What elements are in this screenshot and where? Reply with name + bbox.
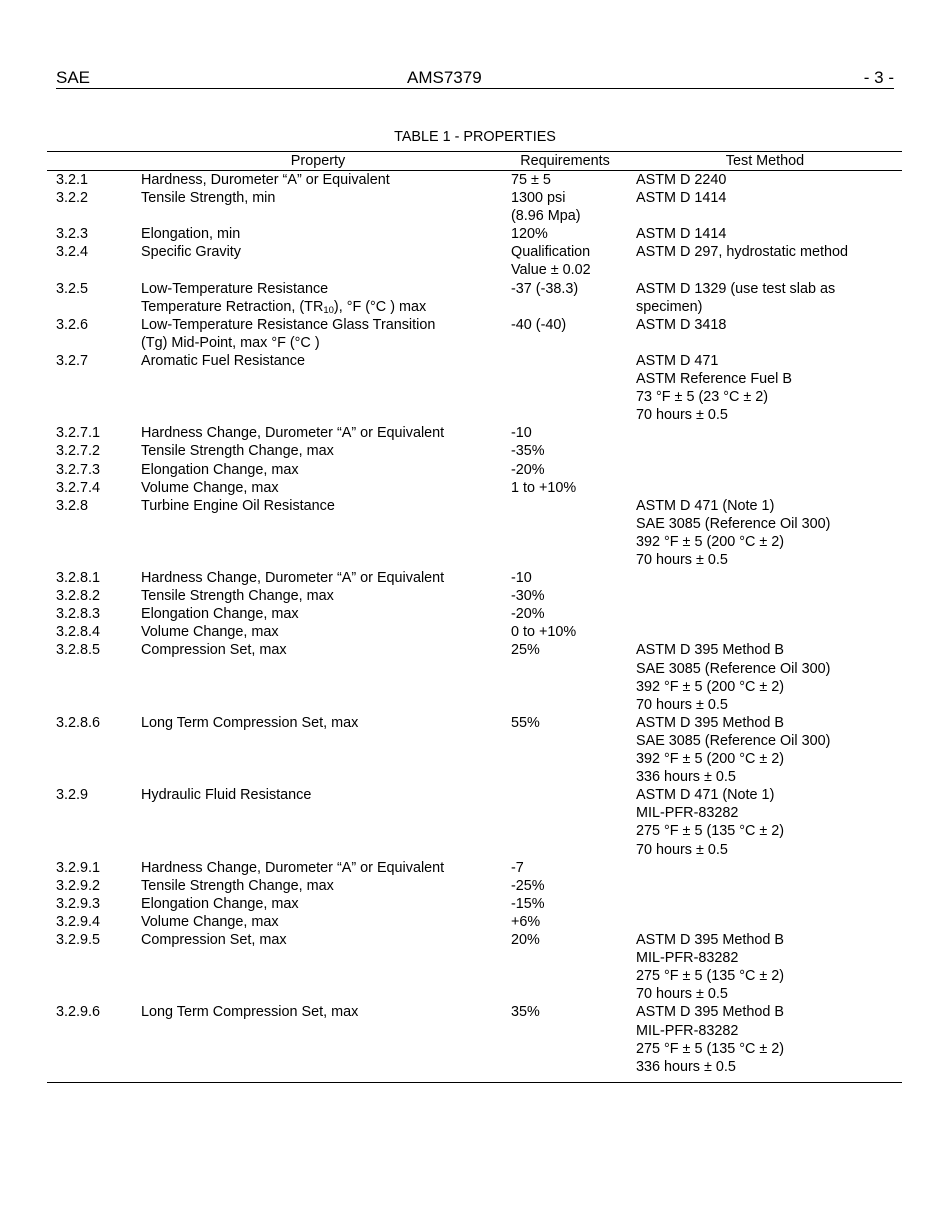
paragraph-number: 3.2.7.3	[56, 461, 101, 478]
paragraph-number: 3.2.7.4	[56, 479, 101, 496]
property-cell: Tensile Strength Change, max	[141, 877, 334, 894]
paragraph-number: 3.2.2	[56, 190, 89, 207]
paragraph-number: 3.2.8.4	[56, 624, 101, 641]
paragraph-number: 3.2.7.1	[56, 425, 101, 442]
property-cell: Low-Temperature Resistance Glass Transition (Tg) Mid-Point, max °F (°C )	[141, 316, 436, 351]
paragraph-number: 3.2.9.2	[56, 877, 101, 894]
paragraph-number: 3.2.8.5	[56, 642, 101, 659]
property-cell: Volume Change, max	[141, 913, 279, 930]
table-row	[0, 243, 950, 279]
column-header-property: Property	[290, 153, 346, 169]
paragraph-number: 3.2.4	[56, 244, 89, 261]
requirement-cell: 1 to +10%	[511, 479, 577, 496]
property-cell: Compression Set, max	[141, 932, 287, 949]
property-cell: Hydraulic Fluid Resistance	[141, 787, 312, 804]
requirement-cell: -25%	[511, 877, 545, 894]
requirement-cell: +6%	[511, 913, 541, 930]
header-page-number: - 3 -	[863, 68, 894, 87]
property-cell: Long Term Compression Set, max	[141, 714, 359, 731]
table-title: TABLE 1 - PROPERTIES	[394, 129, 556, 145]
table-row	[0, 1003, 950, 1075]
property-cell: Low-Temperature Resistance Temperature Retraction, $(TR_{10})$, °F (°C ) max	[141, 280, 427, 316]
requirement-cell: -40 (-40)	[511, 316, 567, 333]
requirement-cell: -20%	[511, 606, 545, 623]
test-method-cell: ASTM D 297, hydrostatic method	[636, 244, 848, 261]
requirement-cell: -15%	[511, 895, 545, 912]
properties-table-body	[0, 171, 950, 1076]
table-row	[0, 442, 950, 460]
test-method-cell: ASTM D 395 Method B SAE 3085 (Reference Oil 300) 392 °F ± 5 (200 °C ± 2) 336 hours ± 0.5	[636, 714, 831, 786]
requirement-cell: 35%	[511, 1004, 540, 1021]
test-method-cell: ASTM D 471 ASTM Reference Fuel B 73 °F ± 5 (23 °C ± 2) 70 hours ± 0.5	[636, 352, 792, 424]
requirement-cell: 120%	[511, 226, 548, 243]
property-cell: Specific Gravity	[141, 244, 241, 261]
paragraph-number: 3.2.1	[56, 172, 89, 188]
property-cell: Elongation Change, max	[141, 895, 299, 912]
table-row	[0, 641, 950, 713]
paragraph-number: 3.2.3	[56, 226, 89, 243]
requirement-cell: -7	[511, 859, 524, 876]
test-method-cell: ASTM D 395 Method B MIL-PFR-83282 275 °F ± 5 (135 °C ± 2) 70 hours ± 0.5	[636, 932, 785, 1003]
paragraph-number: 3.2.8.6	[56, 714, 101, 731]
table-row	[0, 859, 950, 877]
header-spec-number: AMS7379	[407, 68, 482, 87]
column-header-requirements: Requirements	[520, 153, 610, 169]
paragraph-number: 3.2.8.1	[56, 570, 101, 587]
requirement-cell: -20%	[511, 461, 545, 478]
paragraph-number: 3.2.8.3	[56, 606, 101, 623]
table-row	[0, 931, 950, 1003]
paragraph-number: 3.2.9.4	[56, 913, 101, 930]
property-cell: Hardness Change, Durometer “A” or Equivalent	[141, 425, 445, 442]
requirement-cell: 55%	[511, 714, 540, 731]
test-method-cell: ASTM D 1329 (use test slab as specimen)	[636, 280, 836, 315]
header-org: SAE	[56, 68, 91, 87]
paragraph-number: 3.2.5	[56, 280, 89, 297]
property-cell: Aromatic Fuel Resistance	[141, 352, 305, 369]
test-method-cell: ASTM D 2240	[636, 172, 727, 188]
property-cell: Long Term Compression Set, max	[141, 1004, 359, 1021]
column-header-test-method: Test Method	[725, 153, 805, 169]
paragraph-number: 3.2.6	[56, 316, 89, 333]
table-row	[0, 171, 950, 189]
requirement-cell: -30%	[511, 588, 545, 605]
requirement-cell: -10	[511, 570, 532, 587]
property-cell: Hardness Change, Durometer “A” or Equivalent	[141, 570, 445, 587]
requirement-cell: 75 ± 5	[511, 172, 551, 188]
paragraph-number: 3.2.9.6	[56, 1004, 101, 1021]
property-cell: Tensile Strength, min	[141, 190, 276, 207]
property-cell: Compression Set, max	[141, 642, 287, 659]
table-row	[0, 877, 950, 895]
requirement-cell: -10	[511, 425, 532, 442]
paragraph-number: 3.2.7	[56, 352, 89, 369]
requirement-cell: 0 to +10%	[511, 624, 577, 641]
table-row	[0, 352, 950, 424]
test-method-cell: ASTM D 1414	[636, 190, 727, 207]
property-cell: Elongation Change, max	[141, 606, 299, 623]
property-cell: Turbine Engine Oil Resistance	[141, 497, 335, 514]
table-row	[0, 587, 950, 605]
table-row	[0, 461, 950, 479]
requirement-cell: Qualification Value ± 0.02	[511, 244, 591, 279]
property-cell: Volume Change, max	[141, 624, 279, 641]
property-cell: Volume Change, max	[141, 479, 279, 496]
test-method-cell: ASTM D 395 Method B SAE 3085 (Reference Oil 300) 392 °F ± 5 (200 °C ± 2) 70 hours ± 0.5	[636, 642, 831, 713]
property-cell: Hardness, Durometer “A” or Equivalent	[141, 172, 390, 188]
test-method-cell: ASTM D 3418	[636, 316, 727, 333]
property-cell: Tensile Strength Change, max	[141, 588, 334, 605]
property-cell: Elongation, min	[141, 226, 241, 243]
table-row	[0, 605, 950, 623]
test-method-cell: ASTM D 395 Method B MIL-PFR-83282 275 °F ± 5 (135 °C ± 2) 336 hours ± 0.5	[636, 1004, 785, 1075]
table-row	[0, 280, 950, 316]
paragraph-number: 3.2.8.2	[56, 588, 101, 605]
test-method-cell: ASTM D 1414	[636, 226, 727, 243]
test-method-cell: ASTM D 471 (Note 1) MIL-PFR-83282 275 °F ± 5 (135 °C ± 2) 70 hours ± 0.5	[636, 787, 785, 858]
table-row	[0, 714, 950, 786]
table-row	[0, 189, 950, 225]
table-row	[0, 895, 950, 913]
paragraph-number: 3.2.7.2	[56, 443, 101, 460]
table-row	[0, 316, 950, 352]
property-cell: Elongation Change, max	[141, 461, 299, 478]
table-row	[0, 497, 950, 569]
table-row	[0, 569, 950, 587]
paragraph-number: 3.2.8	[56, 497, 89, 514]
page-header	[56, 68, 894, 89]
table-row	[0, 786, 950, 858]
requirement-cell: -35%	[511, 443, 545, 460]
paragraph-number: 3.2.9.5	[56, 932, 101, 949]
table-row	[0, 913, 950, 931]
paragraph-number: 3.2.9	[56, 787, 89, 804]
property-cell: Tensile Strength Change, max	[141, 443, 334, 460]
requirement-cell: 25%	[511, 642, 540, 659]
table-row	[0, 479, 950, 497]
requirement-cell: 20%	[511, 932, 540, 949]
table-row	[0, 623, 950, 641]
table-bottom-rule	[47, 1082, 902, 1083]
property-cell: Hardness Change, Durometer “A” or Equivalent	[141, 859, 445, 876]
paragraph-number: 3.2.9.1	[56, 859, 101, 876]
table-row	[0, 225, 950, 243]
requirement-cell: 1300 psi (8.96 Mpa)	[511, 190, 581, 225]
requirement-cell: -37 (-38.3)	[511, 280, 579, 297]
paragraph-number: 3.2.9.3	[56, 895, 101, 912]
test-method-cell: ASTM D 471 (Note 1) SAE 3085 (Reference Oil 300) 392 °F ± 5 (200 °C ± 2) 70 hours ± 0.5	[636, 497, 831, 568]
table-row	[0, 424, 950, 442]
